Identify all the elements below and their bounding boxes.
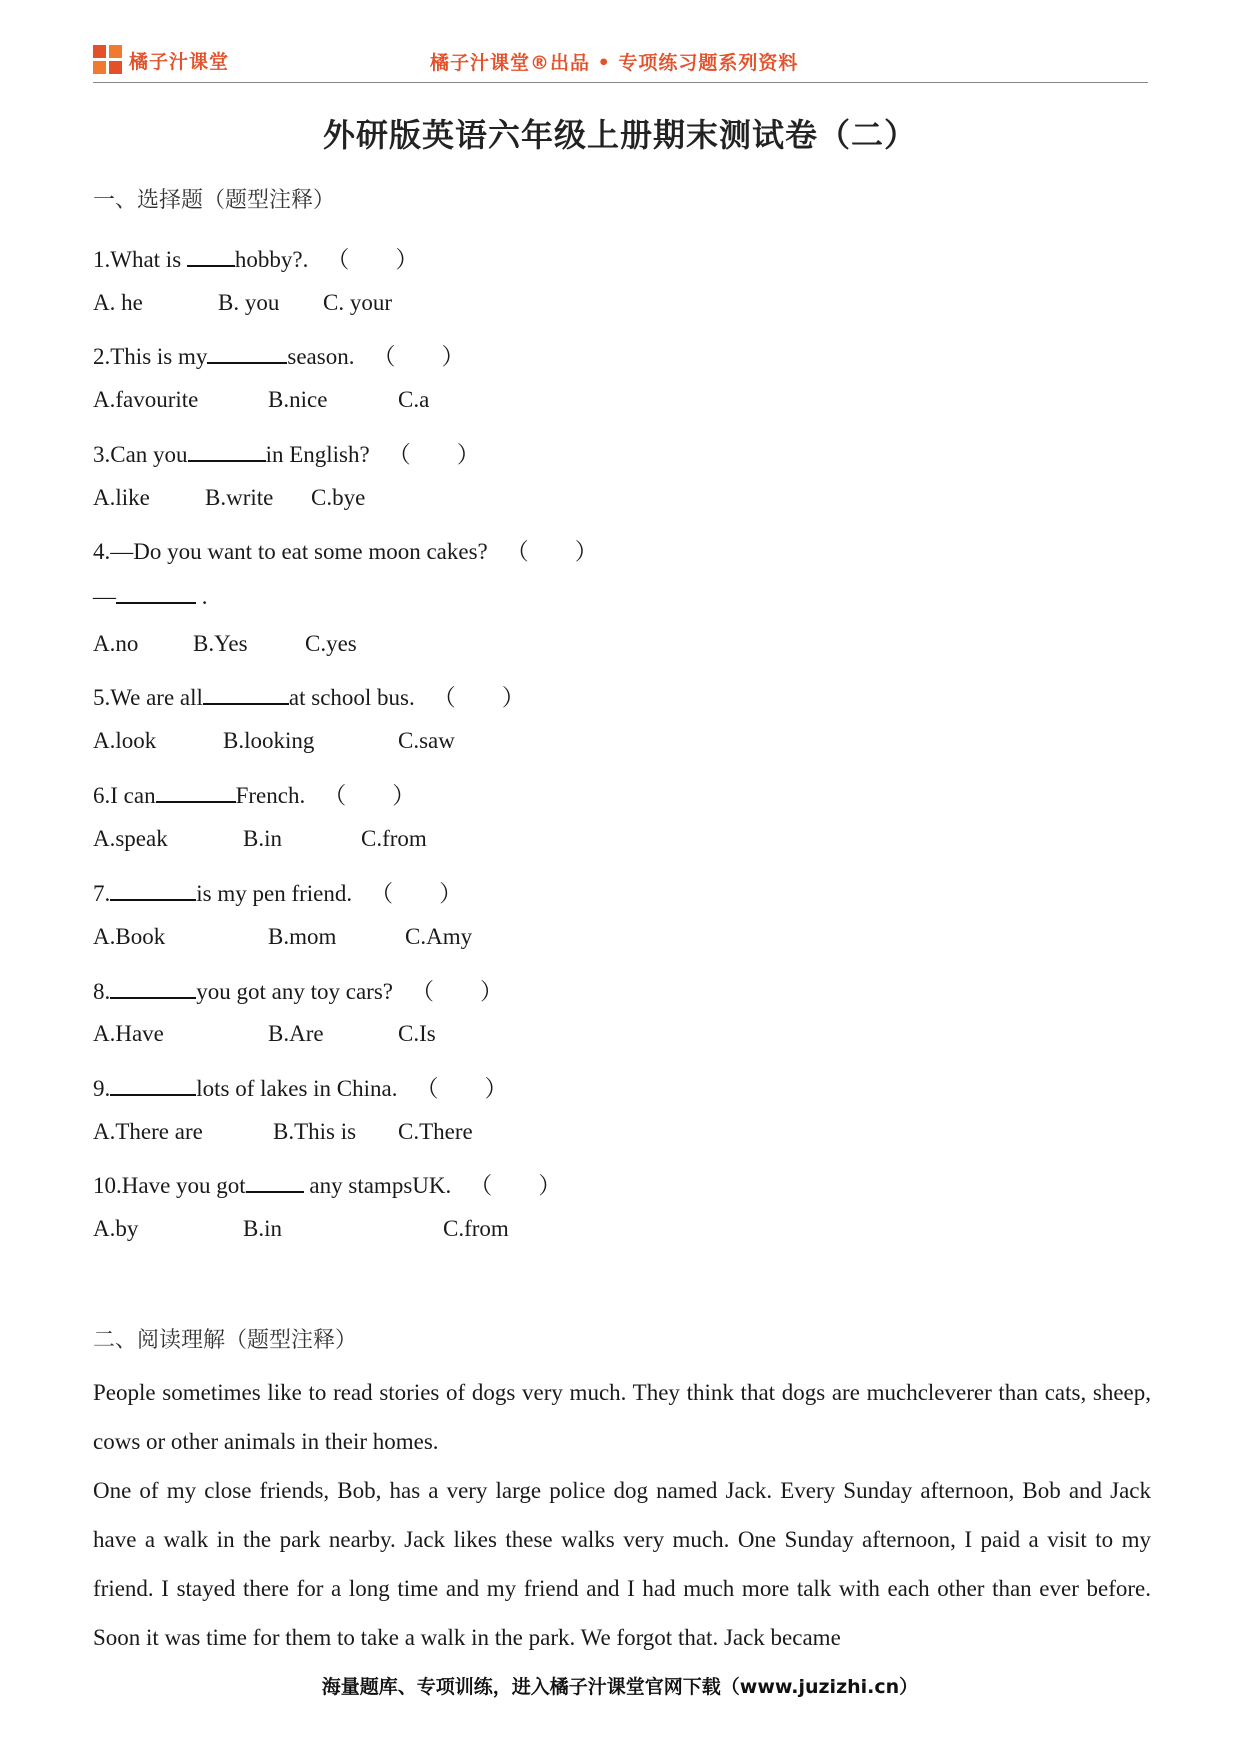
answer-blank xyxy=(110,879,196,901)
option-a: A.Book xyxy=(93,924,166,949)
question-8: 8. you got any toy cars? （ ） xyxy=(93,979,503,1004)
answer-blank xyxy=(188,440,266,462)
option-c: C.bye xyxy=(311,485,366,510)
option-a: A.by xyxy=(93,1216,139,1241)
option-c: C.Is xyxy=(398,1021,436,1046)
passage-paragraph: One of my close friends, Bob, has a very large police dog named Jack. Every Sunday afternoon, Bob and Jack have a walk in the park nearby. Jack likes these walks very much. One Sunday afternoon, I paid a visit to my friend. I stayed there for a long time and my friend and I had much more talk with each other than ever before. Soon it was time for them to take a walk in the park. We forgot that. Jack became xyxy=(93,1478,1151,1650)
answer-blank xyxy=(116,582,196,604)
section-heading-choice: 一、选择题（题型注释） xyxy=(93,188,336,213)
question-4: 4.—Do you want to eat some moon cakes? （ ） xyxy=(93,539,598,564)
option-b: B.write xyxy=(205,485,274,510)
page-title: 外研版英语六年级上册期末测试卷（二） xyxy=(322,116,917,154)
question-2: 2.This is my season. （ ） xyxy=(93,344,465,369)
answer-blank xyxy=(156,781,236,803)
question-9: 9. lots of lakes in China. （ ） xyxy=(93,1076,508,1101)
option-b: B.nice xyxy=(268,387,328,412)
option-c: C.Amy xyxy=(405,924,473,949)
option-a: A.like xyxy=(93,485,150,510)
option-a: A.favourite xyxy=(93,387,199,412)
option-c: C.There xyxy=(398,1119,473,1144)
page-footer: 海量题库、专项训练，进入橘子汁课堂官网下载（www.juzizhi.cn） xyxy=(321,1676,919,1698)
header-tagline: 橘子汁课堂®出品 • 专项练习题系列资料 xyxy=(430,52,799,74)
answer-blank xyxy=(203,683,289,705)
question-5: 5.We are all at school bus. （ ） xyxy=(93,685,525,710)
option-a: A. he xyxy=(93,290,143,315)
logo-text: 橘子汁课堂 xyxy=(129,50,230,73)
question-3: 3.Can you in English? （ ） xyxy=(93,442,480,467)
option-a: A.speak xyxy=(93,826,168,851)
option-c: C.yes xyxy=(305,631,357,656)
question-6: 6.I can French. （ ） xyxy=(93,783,416,808)
option-c: C. your xyxy=(323,290,392,315)
option-c: C.from xyxy=(443,1216,509,1241)
option-a: A.There are xyxy=(93,1119,203,1144)
option-c: C.a xyxy=(398,387,430,412)
question-1: 1.What is hobby?. （ ） xyxy=(93,247,419,272)
brand-logo xyxy=(93,44,229,76)
logo-squares-icon xyxy=(93,45,123,75)
page-header xyxy=(93,40,1148,84)
answer-blank xyxy=(187,245,235,267)
option-b: B. you xyxy=(218,290,280,315)
option-a: A.Have xyxy=(93,1021,164,1046)
passage-paragraph: People sometimes like to read stories of dogs very much. They think that dogs are muchcleverer than cats, sheep, cows or other animals in their homes. xyxy=(93,1380,1151,1454)
section-heading-reading: 二、阅读理解（题型注释） xyxy=(93,1328,358,1353)
question-4-answer-line: — . xyxy=(93,584,208,609)
option-c: C.from xyxy=(361,826,427,851)
option-b: B.mom xyxy=(268,924,337,949)
option-b: B.Yes xyxy=(193,631,248,656)
option-a: A.look xyxy=(93,728,157,753)
answer-blank xyxy=(246,1171,304,1193)
answer-blank xyxy=(110,977,196,999)
question-7: 7. is my pen friend. （ ） xyxy=(93,881,463,906)
answer-blank xyxy=(207,342,287,364)
option-b: B.Are xyxy=(268,1021,324,1046)
option-b: B.in xyxy=(243,1216,282,1241)
answer-blank xyxy=(110,1074,196,1096)
reading-passage xyxy=(93,1368,1151,1662)
option-b: B.looking xyxy=(223,728,315,753)
option-a: A.no xyxy=(93,631,139,656)
option-b: B.in xyxy=(243,826,282,851)
option-c: C.saw xyxy=(398,728,455,753)
option-b: B.This is xyxy=(273,1119,357,1144)
header-divider xyxy=(93,82,1148,83)
question-10: 10.Have you got any stampsUK. （ ） xyxy=(93,1173,562,1198)
